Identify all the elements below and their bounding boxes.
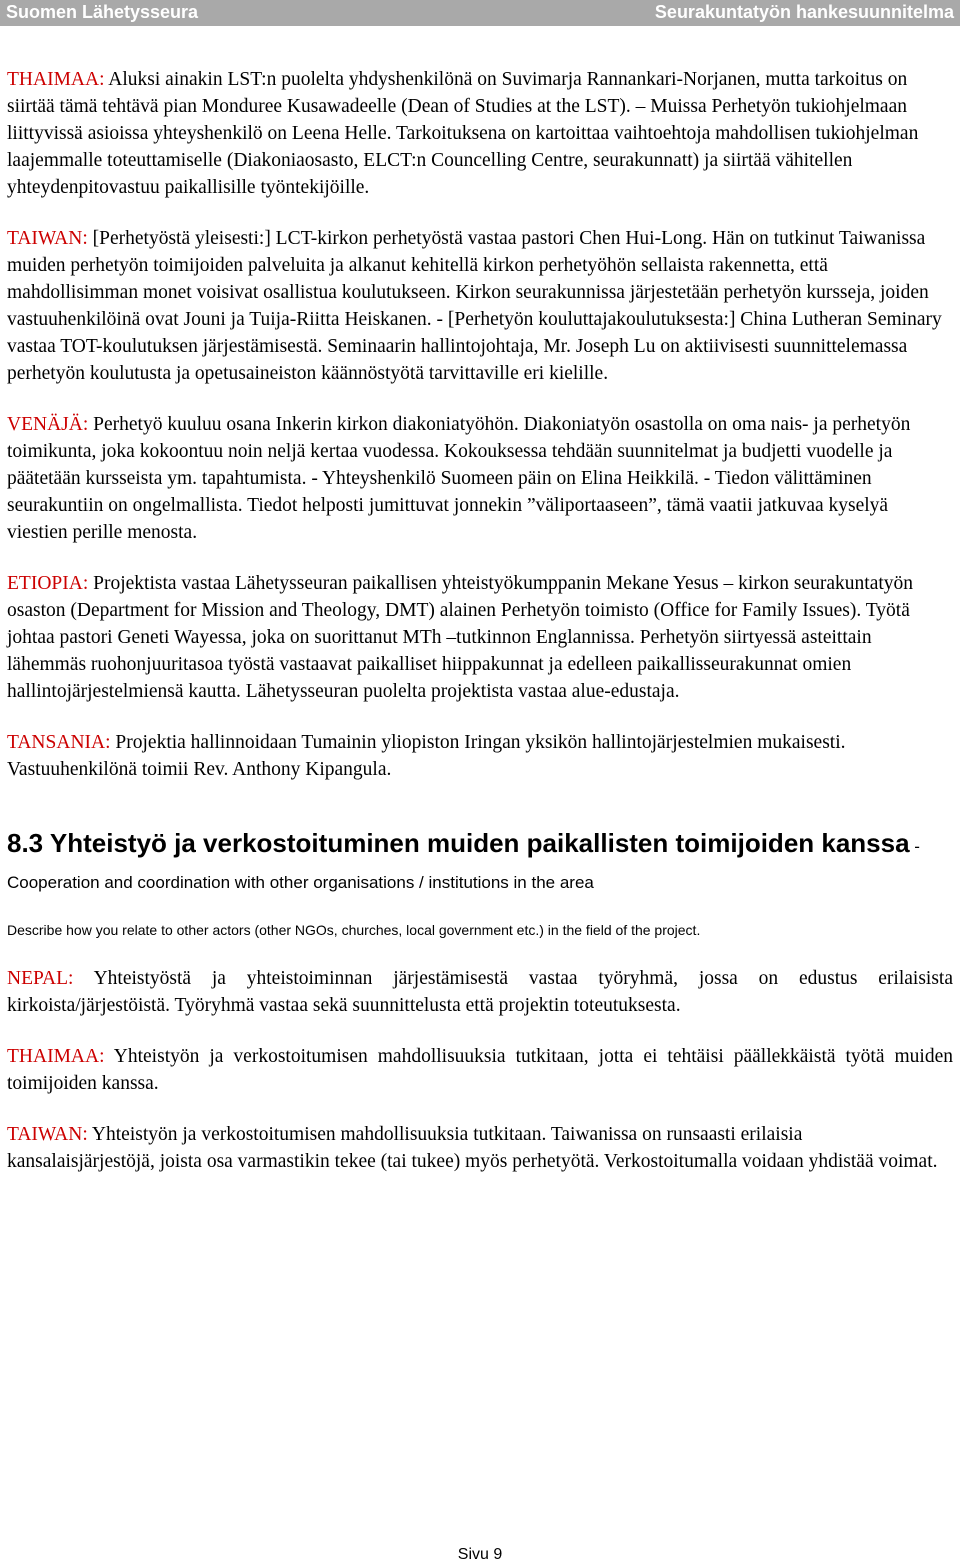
header-organization: Suomen Lähetysseura <box>6 2 199 22</box>
country-label: VENÄJÄ: <box>7 414 89 435</box>
section-heading-title: 8.3 Yhteistyö ja verkostoituminen muiden paikallisten toimijoiden kanssa <box>7 828 910 858</box>
country-label: TAIWAN: <box>7 1124 88 1145</box>
paragraph-text: Projektia hallinnoidaan Tumainin yliopiston Iringan yksikön hallintojärjestelmien mukaisesti. Vastuuhenkilönä toimii Rev. Anthony Kipangula. <box>7 732 846 780</box>
paragraph-taiwan-cooperation <box>7 1121 953 1175</box>
country-label: TAIWAN: <box>7 228 88 249</box>
paragraph-text: Projektista vastaa Lähetysseuran paikallisen yhteistyökumppanin Mekane Yesus – kirkon seurakuntatyön osaston (Department for Mission and Theology, DMT) alainen Perhetyön toimisto (Office for Family Issues). Työtä johtaa pastori Geneti Wayessa, joka on suorittanut MTh –tutkinnon Englannissa. Perhetyön siirtyessä asteittain lähemmäs ruohonjuuritasoa työstä vastaavat paikalliset hiippakunnat ja edelleen paikallisseurakunnat omien hallintojärjestelmiensä kautta. Lähetysseuran puolelta projektista vastaa alue-edustaja. <box>7 573 914 702</box>
page-number: Sivu 9 <box>457 1546 503 1563</box>
page-header <box>0 0 960 26</box>
header-document-title: Seurakuntatyön hankesuunnitelma <box>654 2 954 22</box>
paragraph-text: Yhteistyön ja verkostoitumisen mahdollisuuksia tutkitaan. Taiwanissa on runsaasti erilaisia kansalaisjärjestöjä, joista osa varmastikin tekee (tai tukee) myös perhetyötä. Verkostoitumalla voidaan yhdistää voimat. <box>7 1124 938 1172</box>
paragraph-thaimaa-cooperation <box>7 1043 953 1097</box>
paragraph-text: [Perhetyöstä yleisesti:] LCT-kirkon perhetyöstä vastaa pastori Chen Hui-Long. Hän on tutkinut Taiwanissa muiden perhetyön toimijoiden palveluita ja alkanut kehitellä kirkon perhetyöhön sellaista rakennetta, että mahdollisimman monet voisivat osallistua koulutukseen. Kirkon seurakunnissa järjestetään perhetyön kursseja, joiden vastuuhenkilöinä ovat Jouni ja Tuija-Riitta Heiskanen. - [Perhetyön kouluttajakoulutuksesta:] China Lutheran Seminary vastaa TOT-koulutuksen järjestämisestä. Seminaarin hallintojohtaja, Mr. Joseph Lu on aktiivisesti suunnittelemassa perhetyön koulutusta ja opetusaineiston käännöstyötä tarvittaville eri kielille. <box>7 228 942 384</box>
paragraph-etiopia <box>7 570 953 705</box>
country-label: THAIMAA: <box>7 1046 105 1067</box>
paragraph-text: Aluksi ainakin LST:n puolelta yhdyshenkilönä on Suvimarja Rannankari-Norjanen, mutta tarkoitus on siirtää tämä tehtävä pian Monduree Kusawadeelle (Dean of Studies at the LST). – Muissa Perhetyön tukiohjelmaan liittyvissä asioissa yhteyshenkilö on Leena Helle. Tarkoituksena on kartoittaa vaihtoehtoja mahdollisen tukiohjelman laajemmalle toteuttamiselle (Diakoniaosasto, ELCT:n Councelling Centre, seurakunnatt) ja siirtää vähitellen yhteydenpitovastuu paikallisille työntekijöille. <box>7 69 919 198</box>
paragraph-taiwan <box>7 225 953 387</box>
paragraph-text: Yhteistyön ja verkostoitumisen mahdollisuuksia tutkitaan, jotta ei tehtäisi päällekkäistä työtä muiden toimijoiden kanssa. <box>7 1046 953 1094</box>
paragraph-nepal <box>7 965 953 1019</box>
paragraph-text: Yhteistyöstä ja yhteistoiminnan järjestämisestä vastaa työryhmä, jossa on edustus erilaisista kirkoista/järjestöistä. Työryhmä vastaa sekä suunnittelusta että projektin toteutuksesta. <box>7 968 953 1016</box>
paragraph-text: Perhetyö kuuluu osana Inkerin kirkon diakoniatyöhön. Diakoniatyön osastolla on oma nais- ja perhetyön toimikunta, joka kokoontuu noin neljä kertaa vuodessa. Kokouksessa tehdään suunnitelmat ja budjetti vuodelle ja päätetään kursseista ym. tapahtumista. - Yhteyshenkilö Suomeen päin on Elina Heikkilä. - Tiedon välittäminen seurakuntiin on ongelmallista. Tiedot helposti jumittuvat jonnekin ”väliportaaseen”, tämä vaatii jatkuvaa kyselyä viestien perille menosta. <box>7 414 911 543</box>
section-heading <box>7 807 953 899</box>
country-label: NEPAL: <box>7 968 74 989</box>
section-heading-subtitle: - Cooperation and coordination with other organisations / institutions in the area <box>7 837 920 892</box>
country-label: ETIOPIA: <box>7 573 89 594</box>
paragraph-thaimaa <box>7 66 953 201</box>
country-label: THAIMAA: <box>7 69 105 90</box>
country-label: TANSANIA: <box>7 732 111 753</box>
paragraph-venaja <box>7 411 953 546</box>
document-body <box>7 66 953 1199</box>
paragraph-tansania <box>7 729 953 783</box>
section-description: Describe how you relate to other actors (other NGOs, churches, local government etc.) in the field of the project. <box>7 922 701 938</box>
